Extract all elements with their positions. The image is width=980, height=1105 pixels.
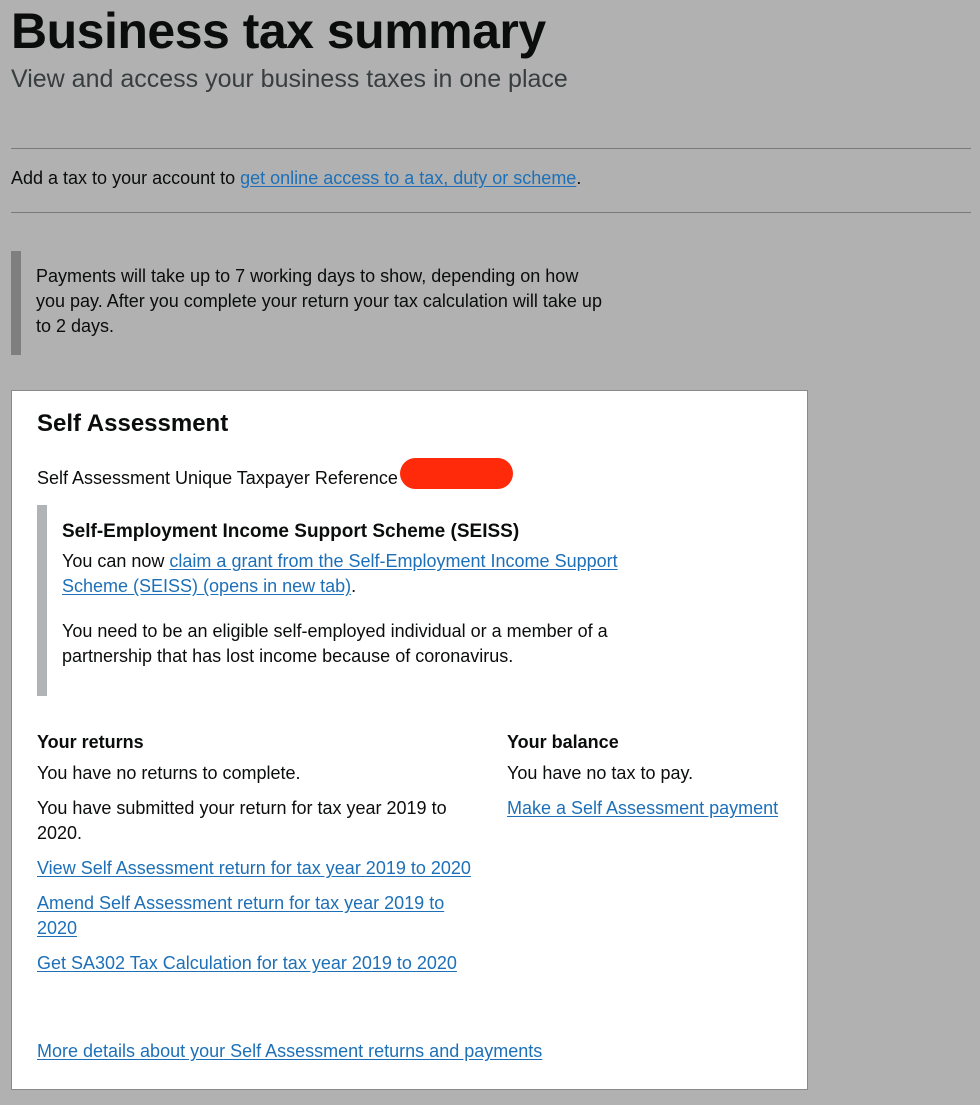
page-title: Business tax summary: [11, 3, 546, 59]
utr-label: Self Assessment Unique Taxpayer Reference: [37, 468, 398, 488]
seiss-text-before: You can now: [62, 551, 170, 571]
payments-notice-text: Payments will take up to 7 working days to show, depending on how you pay. After you complete your return your tax calculation will take up to 2 days.: [36, 266, 602, 336]
add-tax-text: [11, 166, 581, 191]
make-payment-link[interactable]: Make a Self Assessment payment: [507, 798, 779, 818]
payments-notice: [11, 251, 611, 355]
more-details-link[interactable]: More details about your Self Assessment returns and payments: [37, 1041, 543, 1061]
redacted-utr: [400, 458, 513, 489]
sa302-calculation-link[interactable]: Get SA302 Tax Calculation for tax year 2019 to 2020: [37, 953, 457, 973]
returns-submitted: You have submitted your return for tax year 2019 to 2020.: [37, 798, 447, 843]
seiss-title: Self-Employment Income Support Scheme (SEISS): [62, 521, 520, 542]
divider: [11, 148, 971, 149]
page-subtitle: View and access your business taxes in one place: [11, 65, 568, 93]
amend-return-link[interactable]: Amend Self Assessment return for tax year 2019 to 2020: [37, 893, 445, 938]
returns-status: You have no returns to complete.: [37, 763, 301, 783]
self-assessment-title: Self Assessment: [37, 410, 229, 437]
seiss-claim-link[interactable]: claim a grant from the Self-Employment Income Support Scheme (SEISS) (opens in new tab): [62, 551, 618, 596]
your-returns-heading: Your returns: [37, 732, 144, 752]
utr-row: [37, 458, 513, 491]
your-returns-section: [37, 730, 472, 986]
seiss-claim-text: [62, 549, 637, 599]
add-tax-link[interactable]: get online access to a tax, duty or scheme: [240, 168, 577, 188]
seiss-text-after: .: [351, 576, 357, 596]
your-balance-section: [507, 730, 797, 831]
more-details: [37, 1039, 542, 1064]
your-balance-heading: Your balance: [507, 732, 619, 752]
view-return-link[interactable]: View Self Assessment return for tax year 2019 to 2020: [37, 858, 471, 878]
self-assessment-card: [11, 390, 808, 1090]
seiss-eligibility-text: You need to be an eligible self-employed individual or a member of a partnership that has lost income because of coronavirus.: [62, 621, 608, 666]
add-tax-text-before: Add a tax to your account to: [11, 168, 241, 188]
add-tax-text-after: .: [576, 168, 582, 188]
divider: [11, 212, 971, 213]
seiss-notice: [37, 505, 637, 696]
balance-status: You have no tax to pay.: [507, 763, 694, 783]
